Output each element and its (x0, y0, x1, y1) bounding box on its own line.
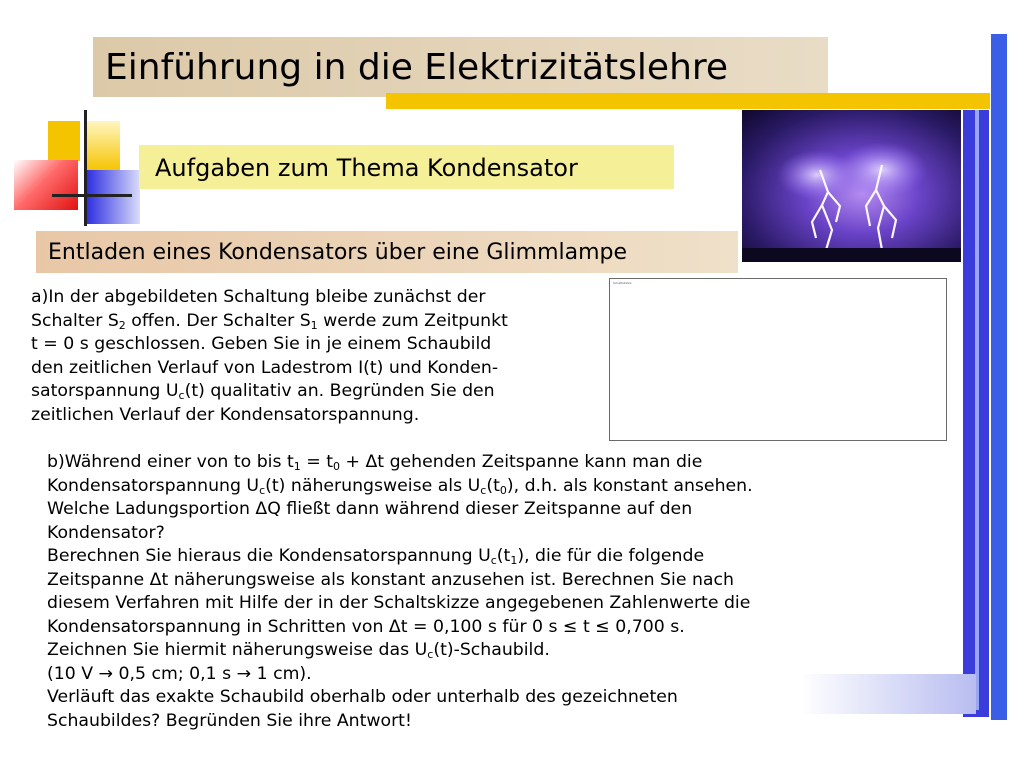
right-light-stripe (975, 110, 979, 710)
lightning-icon (742, 110, 961, 262)
task-b-line: Verläuft das exakte Schaubild oberhalb oder unterhalb des gezeichneten (47, 687, 678, 707)
task-a-line: zeitlichen Verlauf der Kondensatorspannung. (31, 404, 420, 425)
title-underline (386, 93, 990, 109)
task-b-line: Kondensatorspannung $U_c(t)$ näherungsweise als $U_c(t_0)$, d.h. als konstant ansehen. (47, 475, 753, 497)
deco-blue-square (86, 170, 140, 224)
right-accent-bar (991, 34, 1007, 720)
task-b-line: Zeitspanne Δt näherungsweise als konstant anzusehen ist. Berechnen Sie nach (47, 569, 734, 590)
task-b-line: Zeichnen Sie hiermit näherungsweise das $U_c(t)$-Schaubild. (47, 640, 550, 661)
task-b-line: Kondensator? (47, 522, 165, 543)
circuit-diagram (609, 278, 947, 441)
subtitle: Aufgaben zum Thema Kondensator (155, 154, 578, 182)
deco-horizontal-line (52, 194, 132, 197)
lightning-photo (742, 110, 961, 262)
deco-yellow-gradient (86, 121, 120, 171)
circuit-caption: Schaltskizze (613, 281, 632, 285)
deco-vertical-line (84, 110, 87, 226)
deco-red-square (14, 160, 78, 210)
deco-yellow-square (48, 121, 80, 161)
task-b-line: diesem Verfahren mit Hilfe der in der Schaltskizze angegebenen Zahlenwerte die (47, 593, 751, 613)
task-a-line: t = 0 s geschlossen. Geben Sie in je einem Schaubild (31, 334, 492, 354)
task-a-line: a)In der abgebildeten Schaltung bleibe zunächst der (31, 287, 486, 307)
task-a-text (31, 286, 601, 427)
task-b-line: b)Während einer von to bis $t_1 = t_0 + \Delta t$ gehenden Zeitspanne kann man die (47, 452, 703, 473)
task-b-line: Berechnen Sie hieraus die Kondensatorspannung $U_c(t_1)$, die für die folgende (47, 546, 705, 567)
task-b-line: Kondensatorspannung in Schritten von Δt = 0,100 s für 0 s ≤ t ≤ 0,700 s. (47, 616, 685, 637)
bottom-deco-gradient (800, 674, 976, 714)
page-title: Einführung in die Elektrizitätslehre (105, 47, 729, 88)
task-a-line: satorspannung $U_c(t)$ qualitativ an. Begründen Sie den (31, 381, 495, 402)
task-b-line: Welche Ladungsportion ΔQ fließt dann während dieser Zeitspanne auf den (47, 499, 693, 519)
section-heading: Entladen eines Kondensators über eine Glimmlampe (48, 240, 628, 265)
task-b-line: Schaubildes? Begründen Sie ihre Antwort! (47, 710, 412, 731)
task-b-line: (10 V → 0,5 cm; 0,1 s → 1 cm). (47, 663, 312, 684)
task-a-line: den zeitlichen Verlauf von Ladestrom I(t) und Konden- (31, 357, 499, 378)
task-b-text (47, 451, 927, 733)
task-a-line: Schalter $S_2$ offen. Der Schalter $S_1$ werde zum Zeitpunkt (31, 310, 508, 332)
